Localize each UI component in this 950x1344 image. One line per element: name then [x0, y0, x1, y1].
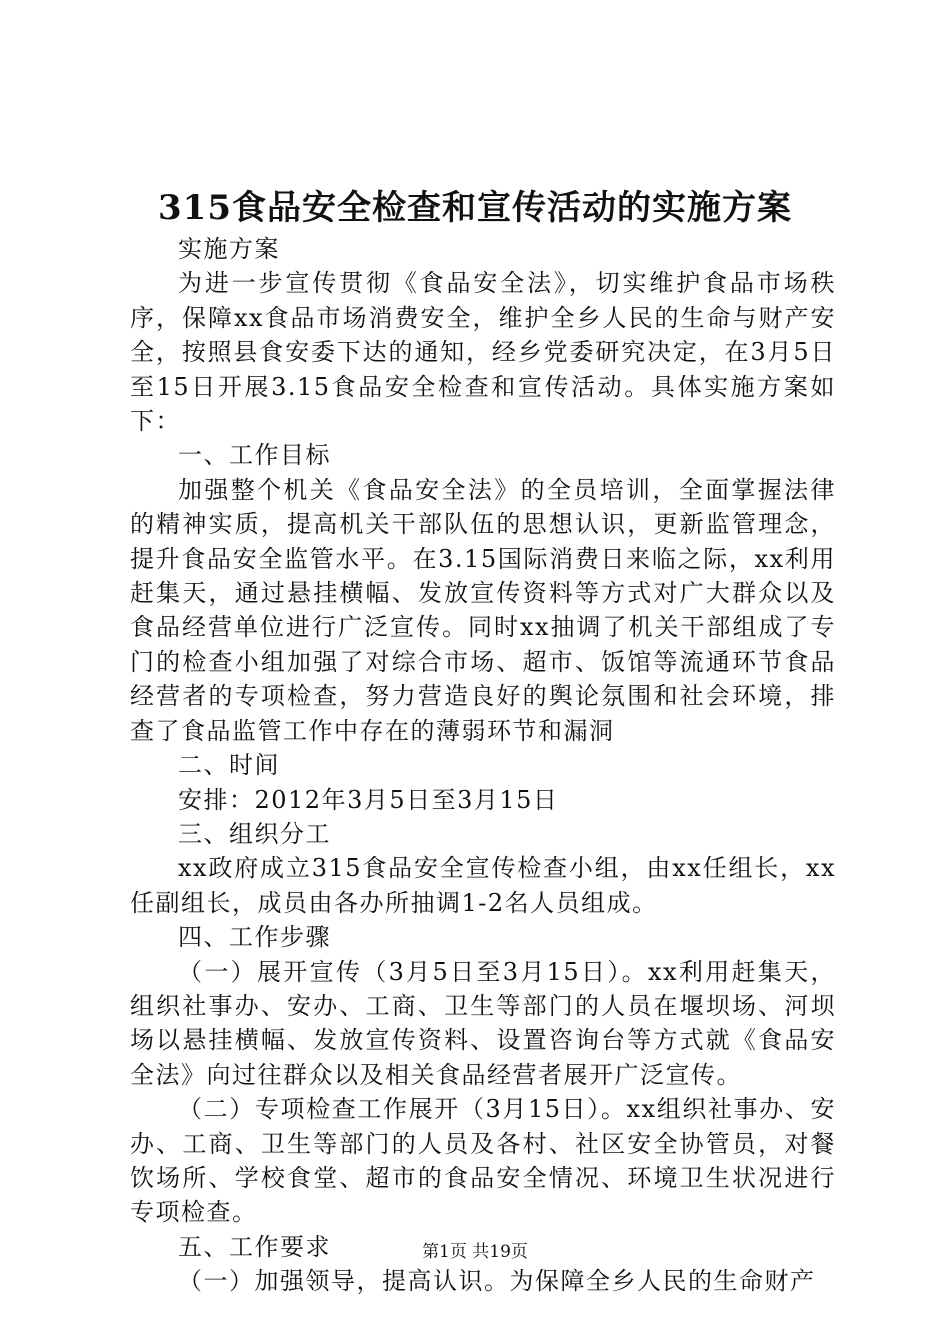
paragraph-intro: 为进一步宣传贯彻《食品安全法》，切实维护食品市场秩序，保障xx食品市场消费安全，维护全乡人民的生命与财产安全，按照县食安委下达的通知，经乡党委研究决定，在3月5日至15日开展3.15食品安全检查和宣传活动。具体实施方案如下：: [130, 269, 836, 436]
document-body: [130, 232, 836, 1299]
paragraph-organization: xx政府成立315食品安全宣传检查小组，由xx任组长，xx任副组长，成员由各办所抽调1-2名人员组成。: [130, 854, 836, 917]
paragraph-requirement-one: （一）加强领导，提高认识。为保障全乡人民的生命财产: [178, 1267, 816, 1296]
page-number-footer: 第1页 共19页: [422, 1242, 528, 1262]
paragraph-step-two: （二）专项检查工作展开（3月15日）。xx组织社事办、安办、工商、卫生等部门的人员及各村、社区安全协管员，对餐饮场所、学校食堂、超市的食品安全情况、环境卫生状况进行专项检查。: [130, 1095, 836, 1227]
paragraph-goals: 加强整个机关《食品安全法》的全员培训，全面掌握法律的精神实质，提高机关干部队伍的思想认识，更新监管理念，提升食品安全监管水平。在3.15国际消费日来临之际，xx利用赶集天，通过悬挂横幅、发放宣传资料等方式对广大群众以及食品经营单位进行广泛宣传。同时xx抽调了机关干部组成了专门的检查小组加强了对综合市场、超市、饭馆等流通环节食品经营者的专项检查，努力营造良好的舆论氛围和社会环境，排查了食品监管工作中存在的薄弱环节和漏洞: [130, 475, 836, 745]
section-heading-requirements: 五、工作要求: [178, 1232, 331, 1261]
section-heading-time: 二、时间: [178, 751, 280, 780]
paragraph-schedule: 安排：2012年3月5日至3月15日: [178, 785, 559, 814]
section-heading-goals: 一、工作目标: [178, 441, 331, 470]
section-heading-steps: 四、工作步骤: [178, 923, 331, 952]
paragraph-heading-plan: 实施方案: [178, 235, 280, 263]
document-title: 315食品安全检查和宣传活动的实施方案: [158, 188, 792, 228]
section-heading-organization: 三、组织分工: [178, 819, 331, 848]
paragraph-step-one: （一）展开宣传（3月5日至3月15日）。xx利用赶集天，组织社事办、安办、工商、卫生等部门的人员在堰坝场、河坝场以悬挂横幅、发放宣传资料、设置咨询台等方式就《食品安全法》向过往群众以及相关食品经营者展开广泛宣传。: [130, 957, 836, 1089]
